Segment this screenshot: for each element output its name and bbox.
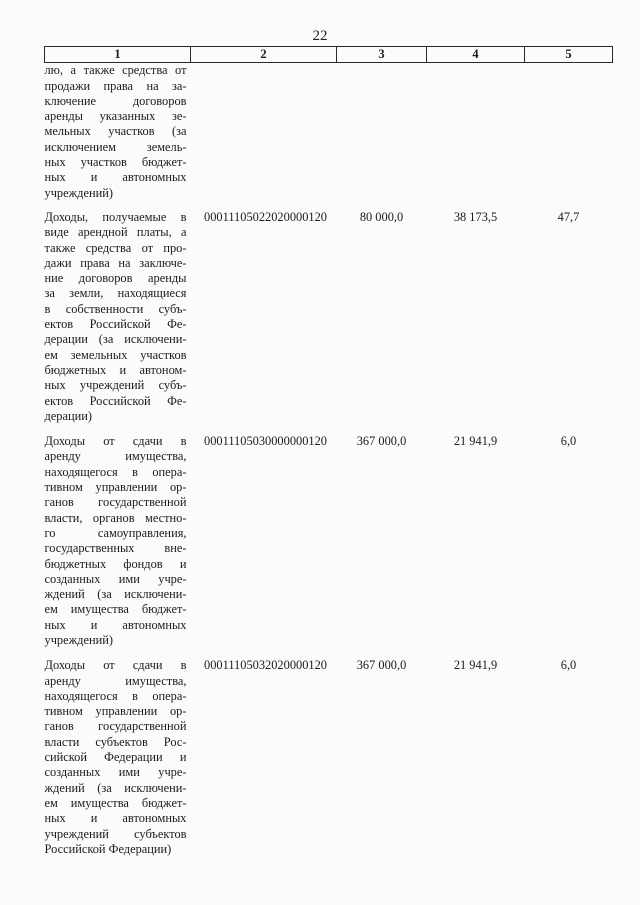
header-col-1: 1 xyxy=(45,47,191,63)
table-row xyxy=(45,434,613,658)
description-line: в собственности субъ- xyxy=(44,301,187,316)
description-line: дерации) xyxy=(44,408,93,423)
description-line: учреждений) xyxy=(44,632,114,647)
header-col-5: 5 xyxy=(525,47,613,63)
executed-amount xyxy=(427,63,525,210)
table-header-row xyxy=(45,47,613,63)
description-line: также средства от про- xyxy=(44,240,187,255)
description-line: государственных вне- xyxy=(44,541,187,556)
table-row xyxy=(45,210,613,434)
description-line: находящегося в опера- xyxy=(44,688,187,703)
description-line: аренды указанных зе- xyxy=(44,109,187,124)
revenue-description xyxy=(45,63,191,210)
description-line: ных и автономных xyxy=(44,811,187,826)
description-line: ние договоров аренды xyxy=(44,271,187,286)
description-line: ждений (за исключени- xyxy=(44,587,187,602)
header-col-2: 2 xyxy=(191,47,337,63)
description-line: бюджетных и автоном- xyxy=(44,362,187,377)
execution-percent: 6,0 xyxy=(560,434,577,449)
description-line: созданных ими учре- xyxy=(44,571,187,586)
executed-amount: 21 941,9 xyxy=(453,434,498,449)
description-line: ектов Российской Фе- xyxy=(44,393,187,408)
revenue-description xyxy=(45,434,191,658)
revenue-table xyxy=(44,46,613,867)
description-line: ем имущества бюджет- xyxy=(44,795,187,810)
description-line: находящегося в опера- xyxy=(44,464,187,479)
description-line: дерации (за исключени- xyxy=(44,332,187,347)
description-line: Доходы, получаемые в xyxy=(44,209,187,224)
description-line: ных учреждений субъ- xyxy=(44,378,187,393)
description-line: ектов Российской Фе- xyxy=(44,317,187,332)
description-line: Доходы от сдачи в xyxy=(44,658,187,673)
description-line: власти, органов местно- xyxy=(44,510,187,525)
description-line: ем имущества бюджет- xyxy=(44,602,187,617)
description-line: сийской Федерации и xyxy=(44,750,187,765)
revenue-description xyxy=(45,658,191,867)
plan-amount xyxy=(337,63,427,210)
table-row xyxy=(45,63,613,210)
description-line: ждений (за исключени- xyxy=(44,780,187,795)
revenue-description xyxy=(45,210,191,434)
header-col-3: 3 xyxy=(337,47,427,63)
description-line: мельных участков (за xyxy=(44,124,187,139)
description-line: го самоуправления, xyxy=(44,525,187,540)
description-line: ганов государственной xyxy=(44,495,187,510)
description-line: тивном управлении ор- xyxy=(44,480,187,495)
executed-amount: 38 173,5 xyxy=(453,209,498,224)
description-line: власти субъектов Рос- xyxy=(44,734,187,749)
description-line: аренду имущества, xyxy=(44,673,187,688)
execution-percent: 6,0 xyxy=(560,658,577,673)
plan-amount: 367 000,0 xyxy=(356,434,407,449)
description-line: ных участков бюджет- xyxy=(44,155,187,170)
description-line: ем земельных участков xyxy=(44,347,187,362)
header-col-4: 4 xyxy=(427,47,525,63)
description-line: лю, а также средства от xyxy=(44,63,187,78)
description-line: тивном управлении ор- xyxy=(44,704,187,719)
description-line: за земли, находящиеся xyxy=(44,286,187,301)
description-line: учреждений субъектов xyxy=(44,826,187,841)
description-line: учреждений) xyxy=(44,185,114,200)
plan-amount: 80 000,0 xyxy=(359,209,404,224)
description-line: созданных ими учре- xyxy=(44,765,187,780)
description-line: ганов государственной xyxy=(44,719,187,734)
description-line: продажи права на за- xyxy=(44,78,187,93)
description-line: ных и автономных xyxy=(44,170,187,185)
description-line: ключение договоров xyxy=(44,93,187,108)
budget-classification-code xyxy=(191,63,337,210)
description-line: исключением земель- xyxy=(44,139,187,154)
description-line: Российской Федерации) xyxy=(44,841,172,856)
description-line: виде арендной платы, а xyxy=(44,225,187,240)
executed-amount: 21 941,9 xyxy=(453,658,498,673)
description-line: дажи права на заключе- xyxy=(44,255,187,270)
budget-classification-code: 00011105032020000120 xyxy=(204,658,327,673)
execution-percent xyxy=(525,63,613,210)
description-line: аренду имущества, xyxy=(44,449,187,464)
description-line: ных и автономных xyxy=(44,617,187,632)
description-line: Доходы от сдачи в xyxy=(44,434,187,449)
execution-percent: 47,7 xyxy=(557,209,580,224)
budget-classification-code: 00011105022020000120 xyxy=(204,209,327,224)
plan-amount: 367 000,0 xyxy=(356,658,407,673)
description-line: бюджетных фондов и xyxy=(44,556,187,571)
table-row xyxy=(45,658,613,867)
budget-classification-code: 00011105030000000120 xyxy=(204,434,327,449)
page-number: 22 xyxy=(312,28,328,44)
